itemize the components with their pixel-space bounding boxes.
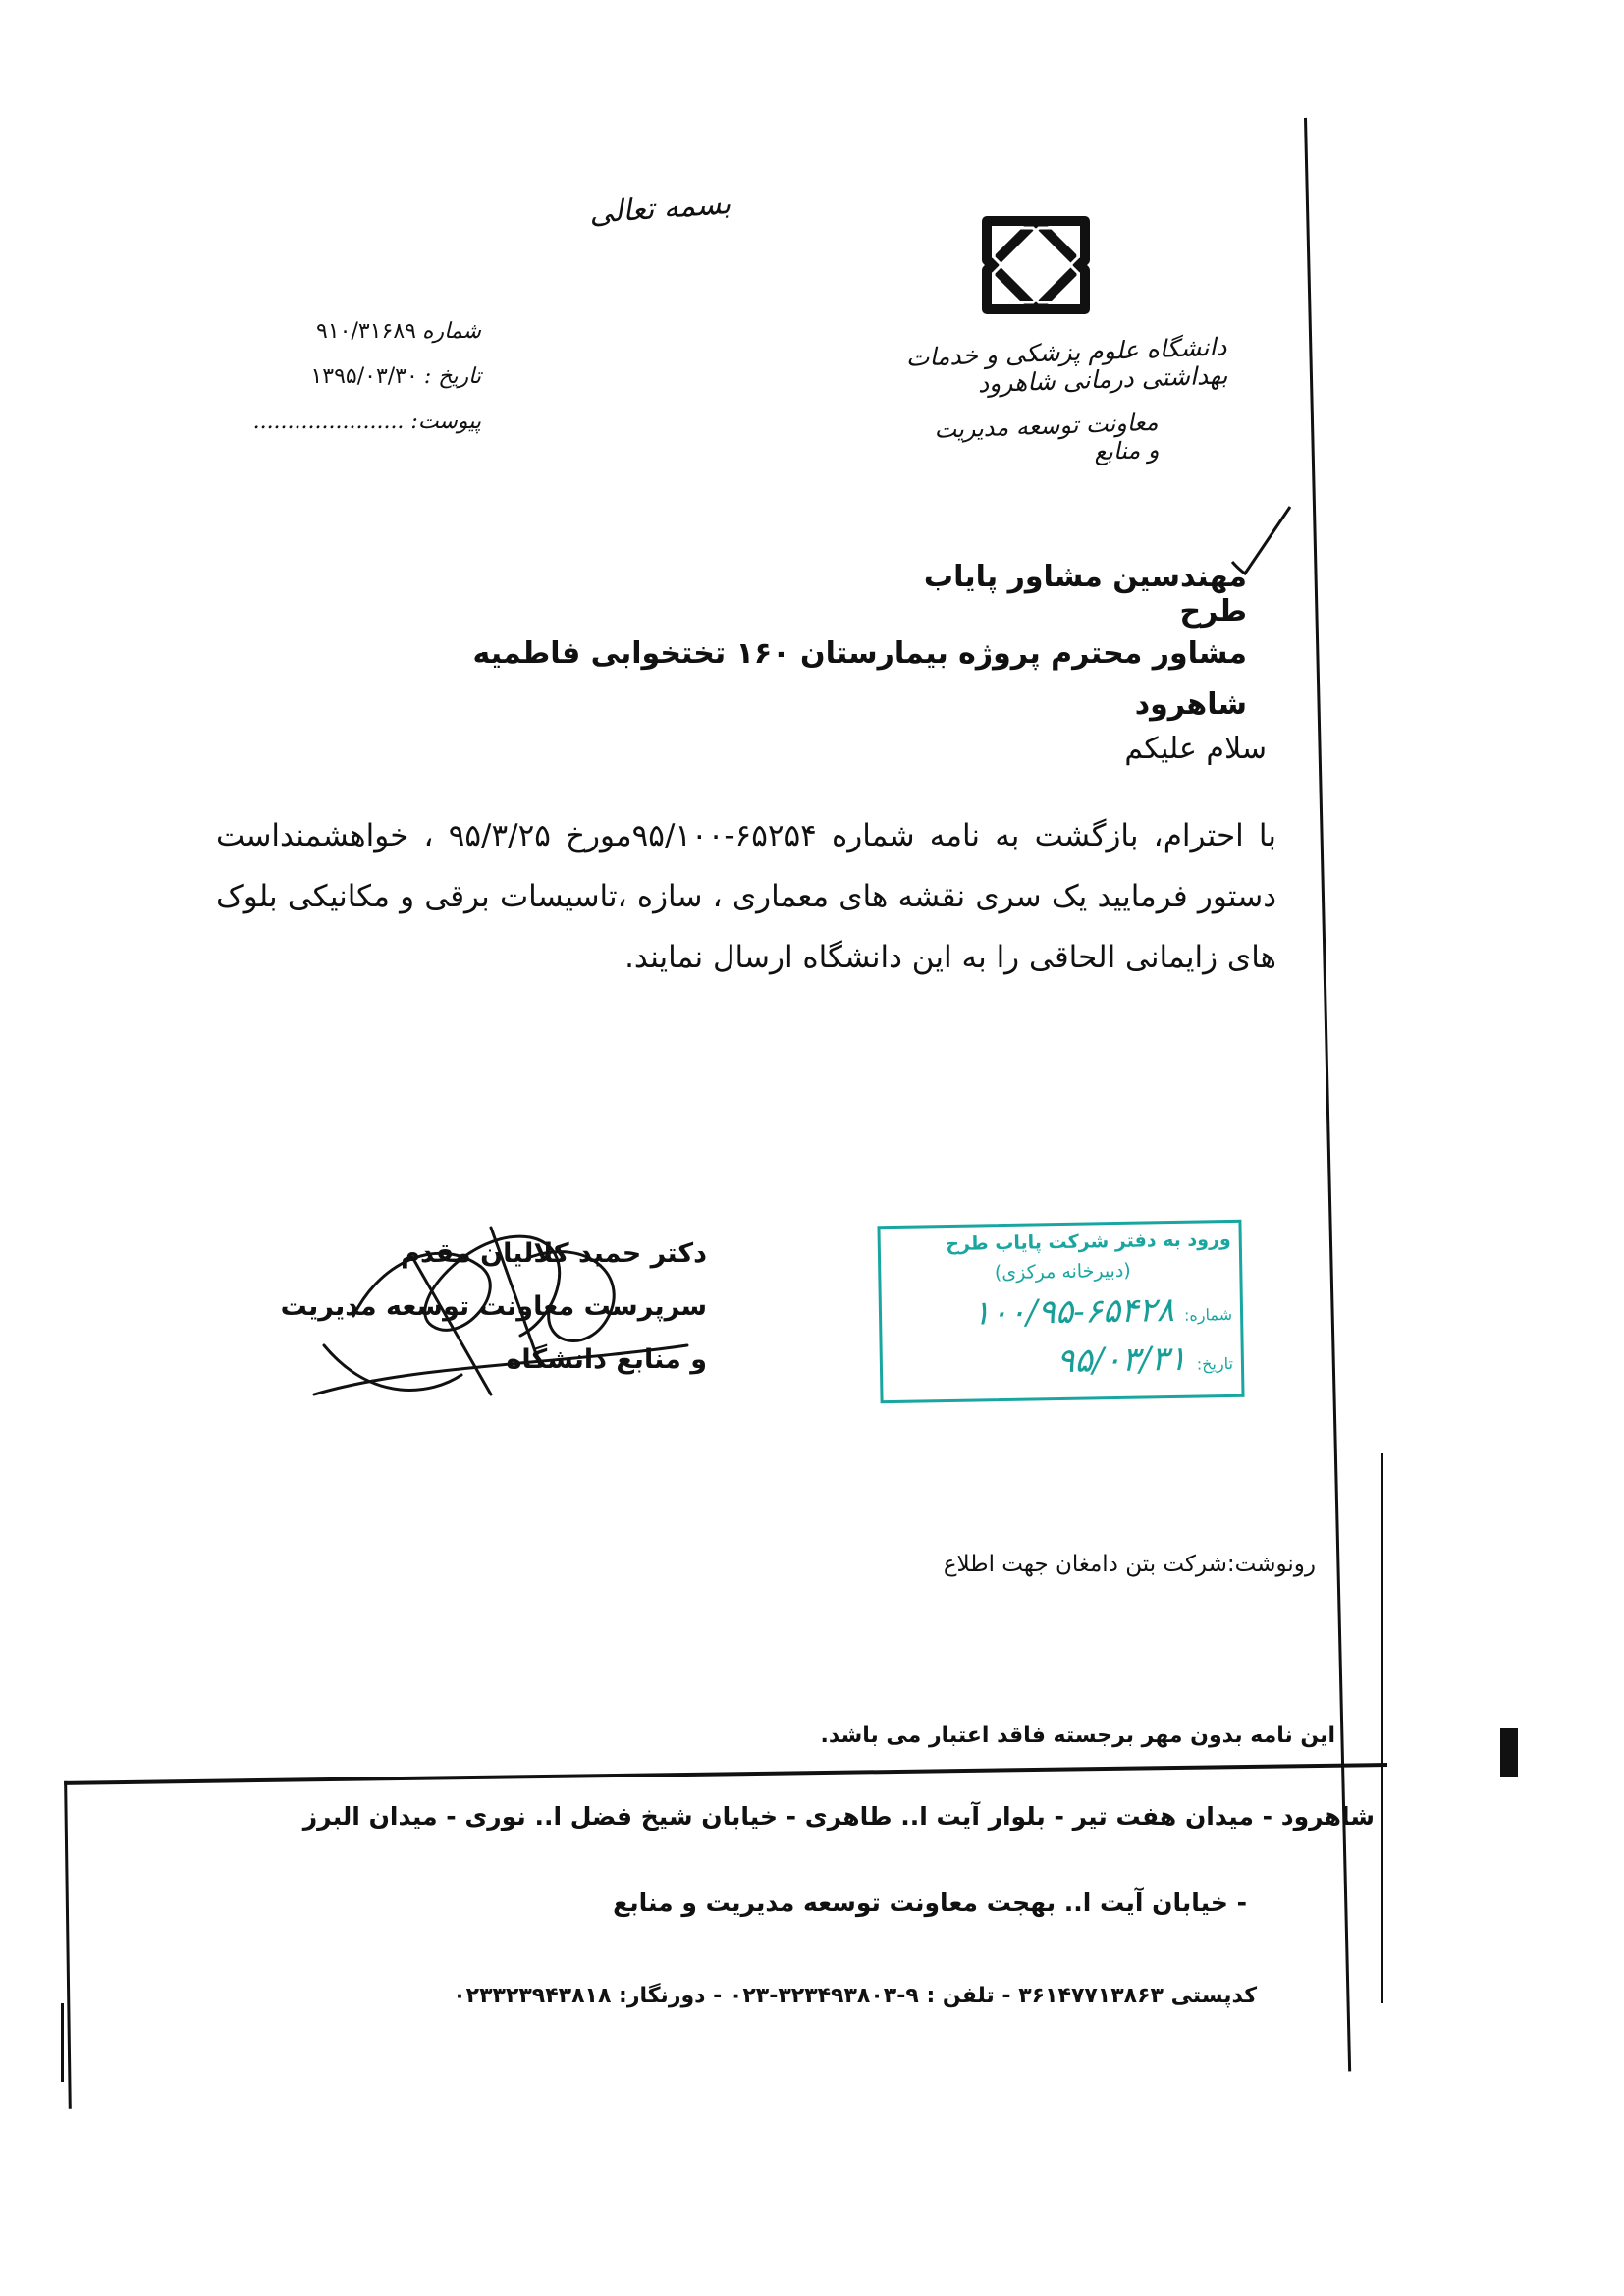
reference-date-value: ۱۳۹۵/۰۳/۳۰ xyxy=(310,364,418,389)
reference-attachment-label: پیوست: ...................... xyxy=(252,410,481,434)
scan-edge-mark xyxy=(1500,1728,1518,1777)
reference-date-label: تاریخ : xyxy=(423,364,481,389)
carbon-copy: رونوشت:شرکت بتن دامغان جهت اطلاع xyxy=(943,1552,1316,1577)
university-name: دانشگاه علوم پزشکی و خدمات بهداشتی درمانی شاهرود xyxy=(905,332,1228,399)
handwritten-bismillah: بسمه تعالی xyxy=(587,187,732,231)
stamp-subtitle: (دبیرخانه مرکزی) xyxy=(994,1259,1131,1285)
footer-contact: کدپستی ۳۶۱۴۷۷۱۳۸۶۳ - تلفن : ۹-۳۲۳۴۹۳۸۰۳-۰۲۳ - دورنگار: ۰۲۳۳۲۳۹۴۳۸۱۸ xyxy=(453,1984,1257,2008)
footer-address-line: شاهرود - میدان هفت تیر - بلوار آیت ا.. طاهری - خیابان شیخ فضل ا.. نوری - میدان البرز xyxy=(302,1802,1375,1831)
signatory-title: سرپرست معاونت توسعه مدیریت xyxy=(280,1291,707,1322)
reference-block xyxy=(196,309,481,445)
stamp-date-row xyxy=(894,1339,1234,1384)
stamp-date-label: تاریخ: xyxy=(1196,1353,1234,1374)
stamp-number-row xyxy=(893,1289,1233,1335)
reference-number-label: شماره xyxy=(421,319,481,344)
stamp-number-value: ۱۰۰/۹۵-۶۵۴۲۸ xyxy=(972,1289,1175,1334)
scan-edge-left xyxy=(61,2003,64,2082)
addressee-company: مهندسین مشاور پایاب طرح xyxy=(923,560,1247,629)
validity-notice: این نامه بدون مهر برجسته فاقد اعتبار می باشد. xyxy=(820,1723,1335,1748)
signatory-title-continued: و منابع دانشگاه xyxy=(506,1344,707,1375)
receipt-stamp xyxy=(877,1220,1244,1403)
signature-block xyxy=(275,1228,707,1387)
reference-attachment xyxy=(196,400,481,445)
stamp-title: ورود به دفتر شرکت پایاب طرح xyxy=(946,1228,1231,1256)
stamp-number-label: شماره: xyxy=(1183,1304,1233,1325)
university-logo-icon xyxy=(972,206,1100,324)
reference-number-value: ۹۱۰/۳۱۶۸۹ xyxy=(316,319,416,344)
footer-address-continued: - خیابان آیت ا.. بهجت معاونت توسعه مدیریت و منابع xyxy=(613,1888,1247,1917)
department-name: معاونت توسعه مدیریت و منابع xyxy=(933,408,1160,466)
signatory-name: دکتر حمید کلالیان مقدم xyxy=(401,1238,707,1269)
stamp-date-value: ۹۵/۰۳/۳۱ xyxy=(1056,1339,1187,1382)
reference-number xyxy=(196,309,481,355)
letter-body: با احترام، بازگشت به نامه شماره ۶۵۲۵۴-۹۵/۱۰۰مورخ ۹۵/۳/۲۵ ، خواهشمنداست دستور فرمایید یک سری نقشه های معماری ، سازه ،تاسیسات برقی و مکانیکی بلوک های زایمانی الحاقی را به این دانشگاه ارسال نمایند. xyxy=(216,818,1276,975)
greeting: سلام علیکم xyxy=(1124,732,1267,766)
reference-date xyxy=(196,355,481,400)
addressee-title: مشاور محترم پروژه بیمارستان ۱۶۰ تختخوابی فاطمیه شاهرود xyxy=(472,636,1247,722)
